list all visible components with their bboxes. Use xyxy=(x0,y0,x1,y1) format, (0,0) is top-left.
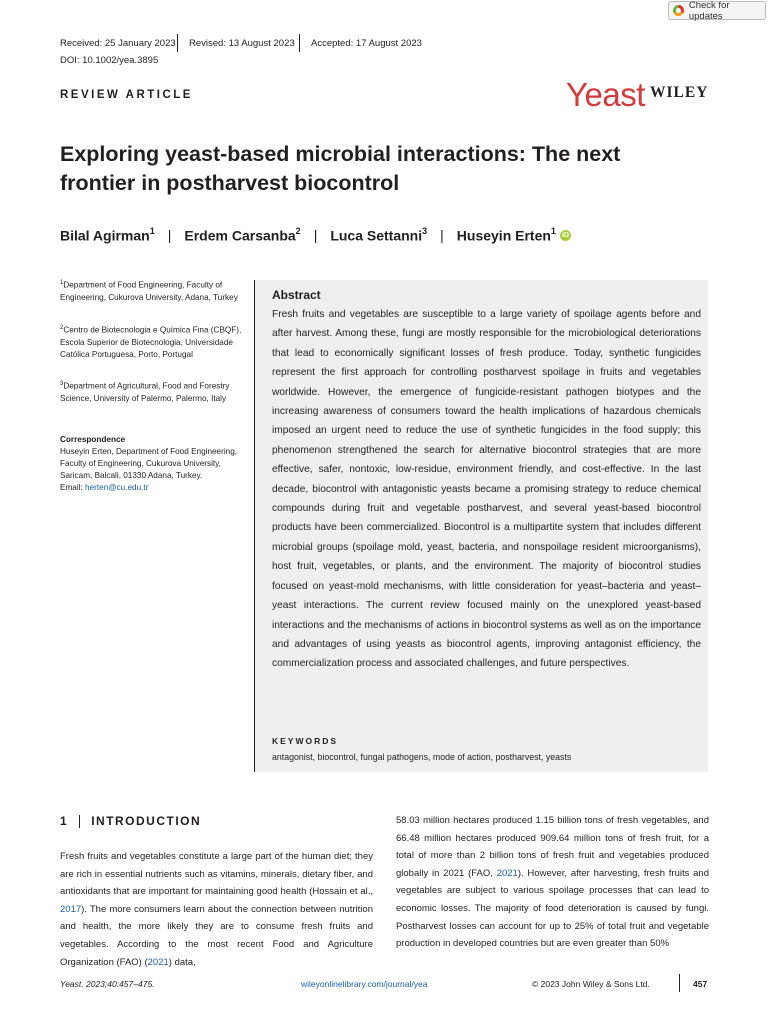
article-title: Exploring yeast-based microbial interactions: The next frontier in postharvest biocontrol xyxy=(60,142,621,195)
author-separator: | xyxy=(167,227,172,244)
yeast-journal-logo: Yeast xyxy=(566,76,645,113)
abstract-box xyxy=(254,280,708,772)
affiliation-1: $^1$Department of Food Engineering, Faculty of Engineering, Cukurova University, Adana, Turkey xyxy=(60,280,238,302)
author[interactable]: Luca Settanni$^3$ xyxy=(330,226,428,244)
section-number: 1 xyxy=(60,814,69,828)
correspondence-email-line: Email: herten@cu.edu.tr xyxy=(60,483,149,492)
introduction-heading xyxy=(60,814,201,828)
author-separator: | xyxy=(313,227,318,244)
footer-citation: Yeast. 2023;40:457–475. xyxy=(60,979,155,989)
section-title: INTRODUCTION xyxy=(91,814,202,828)
body-column-right: 58.03 million hectares produced 1.15 billion tons of fresh vegetables, and 66.48 million hectares produced 909.64 million tons of fresh fruit, for a total of more than 2 billion tons of fresh fruit and vegetables produced globally in 2021 (FAO, 2021). However, after harvesting, fresh fruits and vegetables are subject to various spoilage processes that can lead to economic losses. The majority of food deterioration is caused by fungi. Postharvest losses can account for up to 25% of total fruit and vegetable production in developed countries but are even greater than 50% xyxy=(396,815,710,950)
correspondence xyxy=(60,434,250,494)
footer-url[interactable]: wileyonlinelibrary.com/journal/yea xyxy=(301,979,428,989)
date-separator xyxy=(177,34,178,52)
wiley-logo: WILEY xyxy=(650,84,709,101)
author[interactable]: Bilal Agirman$^1$ xyxy=(60,226,155,244)
footer-separator xyxy=(679,974,680,992)
affiliation-2: $^2$Centro de Biotecnologia e Química Fina (CBQF), Escola Superior de Biotecnologia, Universidade Católica Portuguesa, Porto, Portugal xyxy=(60,325,242,359)
email-link[interactable]: herten@cu.edu.tr xyxy=(85,483,149,492)
crossmark-icon xyxy=(673,5,684,16)
accepted-date: Accepted: 17 August 2023 xyxy=(311,38,422,49)
footer-copyright: © 2023 John Wiley & Sons Ltd. xyxy=(532,979,650,989)
author-list xyxy=(60,227,571,244)
keywords-heading: KEYWORDS xyxy=(272,736,339,746)
correspondence-heading: Correspondence xyxy=(60,435,126,444)
abstract-text: Fresh fruits and vegetables are susceptible to a large variety of spoilage agents before and after harvest. Among these, fungi are mostly responsible for the microbiological deteriorations that lead to economically significant losses of fresh produce. Today, synthetic fungicides represent the first approach for controlling postharvest spoilage in fruits and vegetables worldwide. However, the emergence of fungicide-resistant pathogen biotypes and the increasing awareness of consumers toward the health implications of hazardous chemicals imposed an urgent need to reduce the use of synthetic fungicides in the food supply; this phenomenon strengthened the search for alternative biocontrol strategies that are more effective, safer, nontoxic, low-residue, environment friendly, and cost-effective. In the last decade, biocontrol with antagonistic yeasts became a promising strategy to reduce chemical compounds during fruit and vegetable postharvest, and several yeast-based biocontrol products have been commercialized. Biocontrol is a multipartite system that includes different microbial groups (spoilage mold, yeast, bacteria, and nonspoilage resident microorganisms), host fruit, vegetables, or plants, and the environment. The majority of biocontrol studies focused on yeast-mold mechanisms, with little consideration for yeast–bacteria and yeast–yeast interactions. The current review focused mainly on the unexplored yeast-based interactions and the mechanisms of actions in biocontrol systems as well as on the importance and advantages of using yeasts as biocontrol agents, improving antagonist efficiency, the commercialization process and associated challenges, and future perspectives. xyxy=(272,309,701,670)
citation-link[interactable]: 2021 xyxy=(496,867,518,879)
author[interactable]: Erdem Carsanba$^2$ xyxy=(184,226,301,244)
received-date: Received: 25 January 2023 xyxy=(60,38,176,49)
doi[interactable]: DOI: 10.1002/yea.3895 xyxy=(60,55,159,66)
page-number: 457 xyxy=(693,979,708,989)
article-type: REVIEW ARTICLE xyxy=(60,89,193,101)
keywords-list: antagonist, biocontrol, fungal pathogens, mode of action, postharvest, yeasts xyxy=(272,752,572,762)
check-for-updates-label: Check for updates xyxy=(688,0,730,22)
author[interactable]: Huseyin Erten$^1$ xyxy=(456,226,556,244)
revised-date: Revised: 13 August 2023 xyxy=(189,38,295,49)
citation-link[interactable]: 2017 xyxy=(60,903,82,915)
check-for-updates-button[interactable] xyxy=(668,1,766,20)
date-separator xyxy=(299,34,300,52)
correspondence-text: Huseyin Erten, Department of Food Engineering, Faculty of Engineering, Cukurova University, Saricam, Balcali, 01330 Adana, Turkey. xyxy=(60,447,238,480)
body-column-left: Fresh fruits and vegetables constitute a large part of the human diet; they are rich in essential nutrients such as vitamins, minerals, dietary fiber, and antioxidants that are important for maintaining good health (Hossain et al., 2017). The more consumers learn about the connection between nutrition and health, the more likely they are to consume fresh fruits and vegetables. According to the most recent Food and Agriculture Organization (FAO) (2021) data, xyxy=(60,851,373,968)
heading-separator xyxy=(79,815,80,828)
orcid-icon[interactable]: iD xyxy=(561,231,569,239)
affiliation-3: $^3$Department of Agricultural, Food and Forestry Science, University of Palermo, Palermo, Italy xyxy=(60,381,230,403)
author-separator: | xyxy=(440,227,444,244)
abstract-heading: Abstract xyxy=(272,288,321,302)
citation-link[interactable]: 2021 xyxy=(147,956,169,968)
